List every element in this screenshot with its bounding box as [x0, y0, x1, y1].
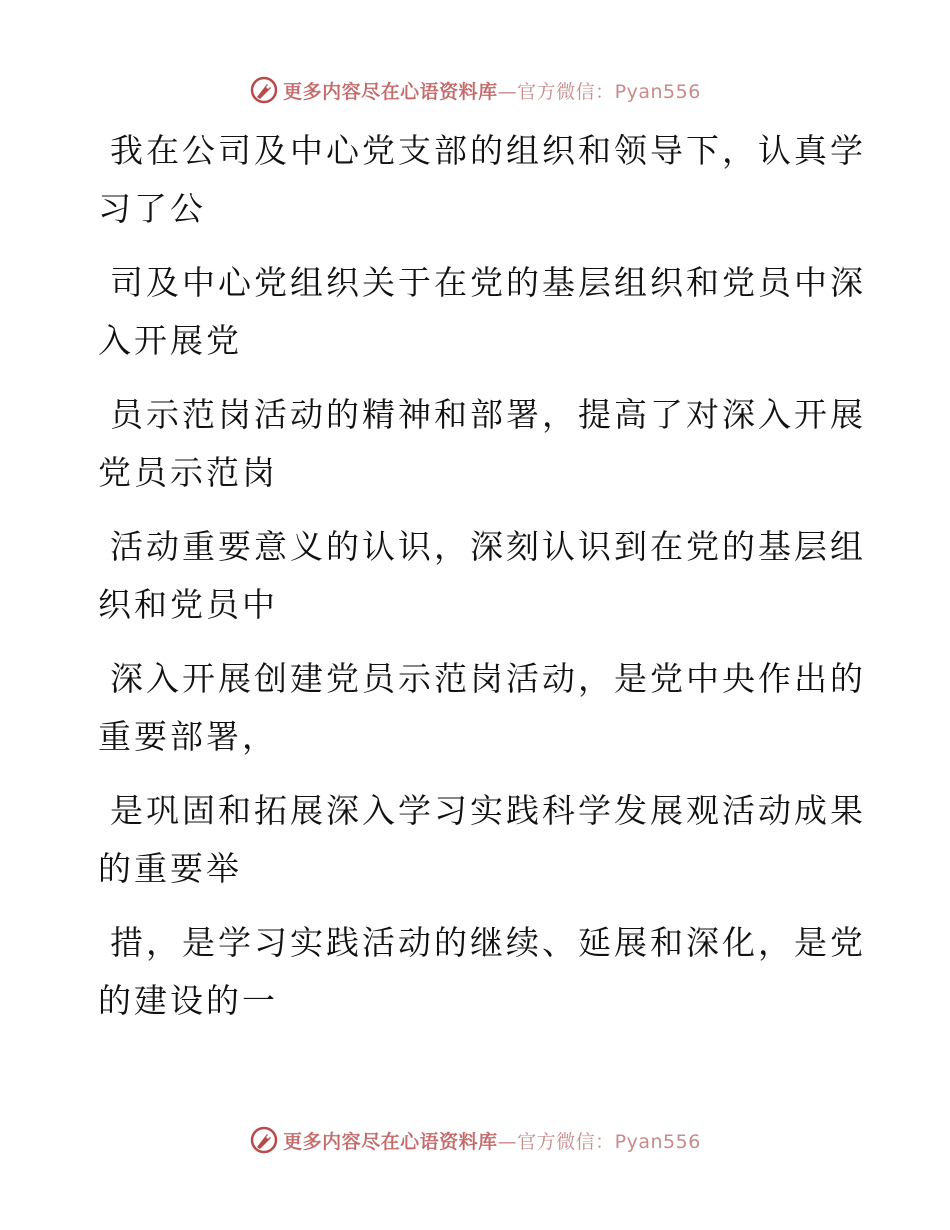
paragraph-line: 织和党员中 [98, 585, 278, 624]
paragraph-line: 活动重要意义的认识，深刻认识到在党的基层组 [110, 527, 866, 566]
paragraph-6 [98, 782, 866, 898]
paragraph-line: 员示范岗活动的精神和部署，提高了对深入开展 [110, 395, 866, 434]
header-banner [0, 70, 950, 110]
footer-contact: 官方微信：Pyan556 [517, 1130, 701, 1153]
paragraph-line: 司及中心党组织关于在党的基层组织和党员中深 [110, 263, 866, 302]
paragraph-5 [98, 650, 866, 766]
footer-brand: 更多内容尽在心语资料库 [283, 1130, 498, 1153]
paragraph-3 [98, 386, 866, 502]
paragraph-7 [98, 914, 866, 1030]
pen-nib-logo-icon [249, 75, 279, 105]
header-separator: — [497, 80, 518, 103]
pen-nib-logo-icon [249, 1125, 279, 1155]
paragraph-line: 是巩固和拓展深入学习实践科学发展观活动成果 [110, 791, 866, 830]
header-brand: 更多内容尽在心语资料库 [283, 80, 498, 103]
header-text [283, 77, 701, 104]
paragraph-line: 我在公司及中心党支部的组织和领导下，认真学 [110, 131, 866, 170]
footer-banner [0, 1120, 950, 1160]
paragraph-line: 深入开展创建党员示范岗活动，是党中央作出的 [110, 659, 866, 698]
paragraph-line: 的建设的一 [98, 981, 278, 1020]
paragraph-line: 党员示范岗 [98, 453, 278, 492]
footer-text [283, 1127, 701, 1154]
paragraph-line: 入开展党 [98, 321, 242, 360]
paragraph-line: 措，是学习实践活动的继续、延展和深化，是党 [110, 923, 866, 962]
document-body [98, 122, 866, 1046]
header-contact: 官方微信：Pyan556 [517, 80, 701, 103]
paragraph-line: 重要部署， [98, 717, 278, 756]
paragraph-2 [98, 254, 866, 370]
footer-separator: — [497, 1130, 518, 1153]
paragraph-line: 的重要举 [98, 849, 242, 888]
paragraph-1 [98, 122, 866, 238]
paragraph-4 [98, 518, 866, 634]
paragraph-line: 习了公 [98, 189, 206, 228]
